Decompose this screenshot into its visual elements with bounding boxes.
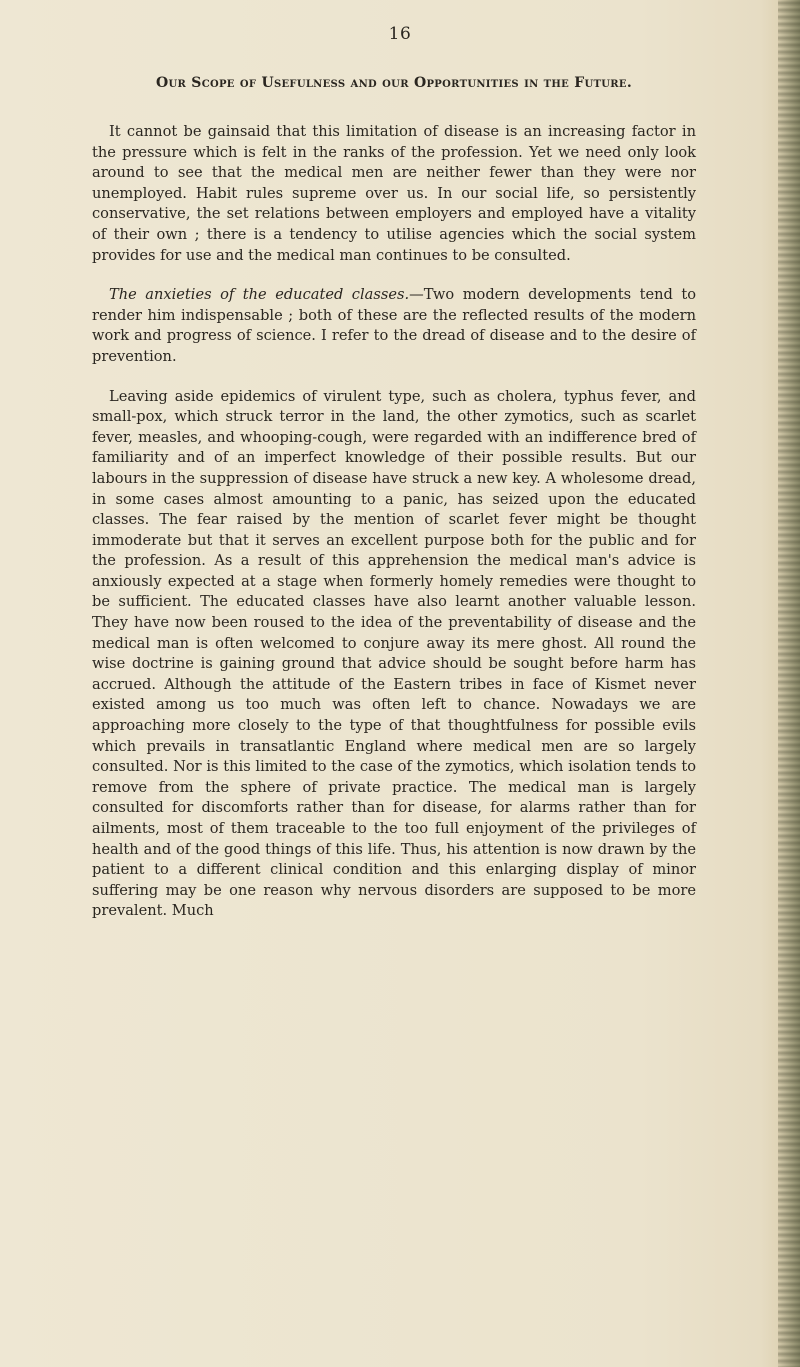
page-number: 16 (388, 24, 412, 44)
page-edge-shadow (778, 0, 800, 1367)
paragraph-1: It cannot be gainsaid that this limitation of disease is an increasing factor in the pressure which is felt in the ranks of the profession. Yet we need only look around to see that the medical men are neither fewer than they were nor unemployed. Habit rules supreme over us. In our social life, so persistently conservative, the set relations between employers and employed have a vitality of their own ; there is a tendency to utilise agencies which the social system provides for use and the medical man continues to be consulted. (92, 123, 696, 264)
body-text (92, 122, 696, 941)
italic-lead: The anxieties of the educated classes. (109, 286, 410, 304)
paragraph-2 (92, 285, 696, 367)
paragraph-2-text: —Two modern developments tend to render him indispensable ; both of these are the reflected results of the modern work and progress of science. I refer to the dread of disease and to the desire of prevention. (92, 286, 696, 365)
section-heading: Our Scope of Usefulness and our Opportunities in the Future. (155, 75, 632, 91)
paragraph-3: Leaving aside epidemics of virulent type, such as cholera, typhus fever, and small-pox, which struck terror in the land, the other zymotics, such as scarlet fever, measles, and whooping-cough, were regarded with an indifference bred of familiarity and of an imperfect knowledge of their possible results. But our labours in the suppression of disease have struck a new key. A wholesome dread, in some cases almost amounting to a panic, has seized upon the educated classes. The fear raised by the mention of scarlet fever might be thought immoderate but that it serves an excellent purpose both for the public and for the profession. As a result of this apprehension the medical man's advice is anxiously expected at a stage when formerly homely remedies were thought to be sufficient. The educated classes have also learnt another valuable lesson. They have now been roused to the idea of the preventability of disease and the medical man is often welcomed to conjure away its mere ghost. All round the wise doctrine is gaining ground that advice should be sought before harm has accrued. Although the attitude of the Eastern tribes in face of Kismet never existed among us too much was often left to chance. Nowadays we are approaching more closely to the type of that thoughtfulness for possible evils which prevails in transatlantic England where medical men are so largely consulted. Nor is this limited to the case of the zymotics, which isolation tends to remove from the sphere of private practice. The medical man is largely consulted for discomforts rather than for disease, for alarms rather than for ailments, most of them traceable to the too full enjoyment of the privileges of health and of the good things of this life. Thus, his attention is now drawn by the patient to a different clinical condition and this enlarging display of minor suffering may be one reason why nervous disorders are supposed to be more prevalent. Much (92, 387, 696, 920)
